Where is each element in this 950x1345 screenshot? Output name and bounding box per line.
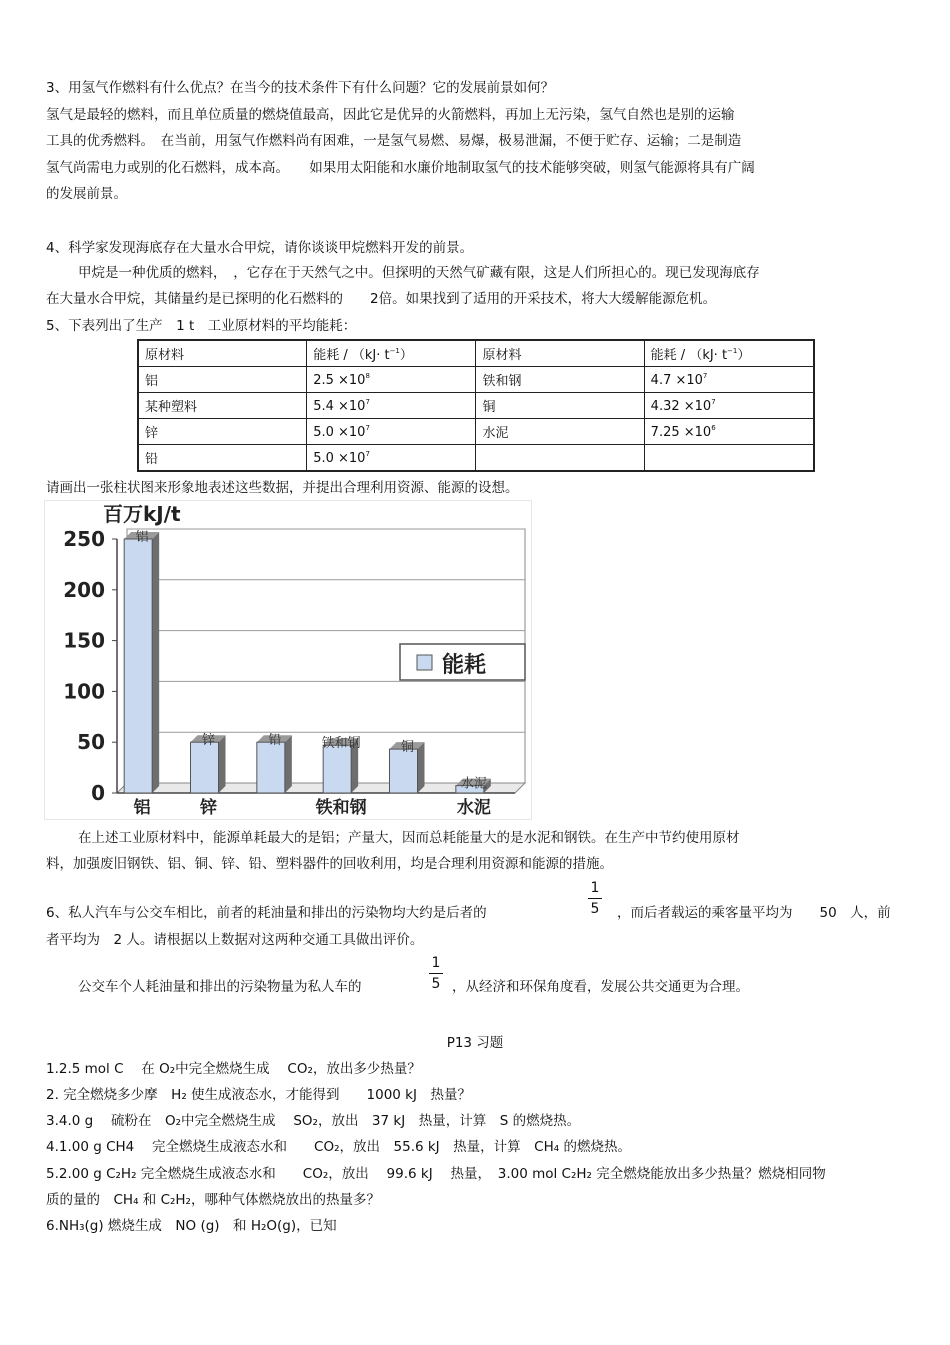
y-tick-label: 250 bbox=[63, 527, 105, 551]
bar-data-label: 铁和钢 bbox=[321, 736, 361, 752]
energy-table bbox=[137, 339, 815, 472]
table-cell: $4.32 \times 10^7$ bbox=[644, 393, 814, 419]
q5-answer-line-2: 料，加强废旧钢铁、铝、铜、锌、铅、塑料器件的回收利用，均是合理利用资源和能源的措施。 bbox=[46, 856, 613, 872]
fraction-numerator: 1 bbox=[590, 880, 600, 896]
p13-item-5: 5.2.00 g C₂H₂ 完全燃烧生成液态水和 CO₂，放出 99.6 kJ 热量， 3.00 mol C₂H₂ 完全燃烧能放出多少热量？燃烧相同物 bbox=[46, 1166, 826, 1182]
q6-question-line-2: 者平均为 2 人。请根据以上数据对这两种交通工具做出评价。 bbox=[46, 932, 424, 948]
table-cell: 铜 bbox=[476, 393, 644, 419]
bar bbox=[390, 749, 418, 793]
table-row bbox=[138, 367, 814, 393]
q4-question: 4、科学家发现海底存在大量水合甲烷，请你谈谈甲烷燃料开发的前景。 bbox=[46, 240, 474, 256]
q3-answer-line-2: 工具的优秀燃料。 在当前，用氢气作燃料尚有困难，一是氢气易燃、易爆，极易泄漏，不便于贮存、运输；二是制造 bbox=[46, 133, 742, 149]
y-tick-label: 150 bbox=[63, 628, 105, 653]
table-header-cell: 原材料 bbox=[476, 340, 644, 367]
table-cell: $5.0 \times 10^7$ bbox=[307, 445, 476, 472]
y-tick-label: 200 bbox=[63, 577, 105, 602]
q6-question-line-1a: 6、私人汽车与公交车相比，前者的耗油量和排出的污染物均大约是后者的 bbox=[46, 905, 487, 921]
bar-side bbox=[418, 742, 425, 793]
p13-title: P13 习题 bbox=[446, 1035, 504, 1051]
q6-answer-a: 公交车个人耗油量和排出的污染物量为私人车的 bbox=[78, 979, 362, 995]
bar bbox=[323, 745, 351, 793]
q3-answer-line-1: 氢气是最轻的燃料，而且单位质量的燃烧值最高，因此它是优异的火箭燃料，再加上无污染，氢气自然也是别的运输 bbox=[46, 107, 735, 123]
fraction-denominator: 5 bbox=[590, 901, 600, 917]
table-cell: 铅 bbox=[138, 445, 307, 472]
table-cell: $2.5 \times 10^8$ bbox=[307, 367, 476, 393]
x-tick-label: 锌 bbox=[200, 798, 217, 818]
q3-question: 3、用氢气作燃料有什么优点？在当今的技术条件下有什么问题？它的发展前景如何？ bbox=[46, 80, 555, 96]
p13-item-1: 1.2.5 mol C 在 O₂中完全燃烧生成 CO₂，放出多少热量？ bbox=[46, 1061, 421, 1077]
p13-item-6: 6.NH₃(g) 燃烧生成 NO (g) 和 H₂O(g)，已知 bbox=[46, 1218, 337, 1234]
bar-data-label: 铜 bbox=[400, 740, 415, 756]
table-cell: 某种塑料 bbox=[138, 393, 307, 419]
table-header-cell: 原材料 bbox=[138, 340, 307, 367]
table-cell: $5.0 \times 10^7$ bbox=[307, 419, 476, 445]
chart-svg bbox=[45, 501, 531, 819]
q5-chart-prompt: 请画出一张柱状图来形象地表述这些数据，并提出合理利用资源、能源的设想。 bbox=[46, 480, 519, 496]
p13-item-5-cont: 质的量的 CH₄ 和 C₂H₂，哪种气体燃烧放出的热量多？ bbox=[46, 1192, 380, 1208]
bar-side bbox=[152, 532, 159, 793]
table-cell: $5.4 \times 10^7$ bbox=[307, 393, 476, 419]
bar-side bbox=[285, 735, 292, 793]
fraction-numerator: 1 bbox=[431, 955, 441, 971]
table-header-cell: 能耗 / $(kJ\cdot t^{-1})$ bbox=[307, 340, 476, 367]
table-header-row bbox=[138, 340, 814, 367]
fraction-denominator: 5 bbox=[431, 976, 441, 992]
bar bbox=[124, 539, 152, 793]
fraction-bar bbox=[588, 898, 602, 899]
bar-data-label: 水泥 bbox=[460, 776, 487, 792]
p13-item-2: 2. 完全燃烧多少摩 H₂ 使生成液态水，才能得到 1000 kJ 热量？ bbox=[46, 1087, 471, 1103]
legend-label: 能耗 bbox=[442, 653, 487, 678]
table-cell: 锌 bbox=[138, 419, 307, 445]
bar-data-label: 铅 bbox=[268, 733, 282, 749]
q4-answer-line-1: 甲烷是一种优质的燃料， ，它存在于天然气之中。但探明的天然气矿藏有限，这是人们所担心的。现已发现海底存 bbox=[78, 265, 760, 281]
x-tick-label: 铝 bbox=[133, 798, 151, 818]
table-cell: 水泥 bbox=[476, 419, 644, 445]
q6-fraction bbox=[588, 880, 602, 917]
energy-bar-chart bbox=[44, 500, 532, 820]
x-tick-label: 铁和钢 bbox=[315, 798, 367, 818]
table-cell bbox=[644, 445, 814, 472]
bar-side bbox=[219, 735, 226, 793]
y-tick-label: 50 bbox=[77, 730, 105, 755]
bar-data-label: 铝 bbox=[135, 530, 149, 545]
bar bbox=[191, 742, 219, 793]
table-cell bbox=[476, 445, 644, 472]
table-row bbox=[138, 419, 814, 445]
p13-item-3: 3.4.0 g 硫粉在 O₂中完全燃烧生成 SO₂，放出 37 kJ 热量，计算 S 的燃烧热。 bbox=[46, 1113, 581, 1129]
q6-answer-b: ，从经济和环保角度看，发展公共交通更为合理。 bbox=[452, 979, 749, 995]
table-row bbox=[138, 445, 814, 472]
q5-question: 5、下表列出了生产 1 t 工业原材料的平均能耗： bbox=[46, 318, 357, 334]
x-tick-label: 水泥 bbox=[456, 798, 491, 818]
q6-question-line-1b: ，而后者载运的乘客量平均为 50 人，前 bbox=[617, 905, 891, 921]
table-header-cell: 能耗 / $(kJ\cdot t^{-1})$ bbox=[644, 340, 814, 367]
table-row bbox=[138, 393, 814, 419]
y-axis-label: 百万kJ/t bbox=[103, 502, 181, 526]
table-cell: 铝 bbox=[138, 367, 307, 393]
q3-answer-line-3: 氢气尚需电力或别的化石燃料，成本高。 如果用太阳能和水廉价地制取氢气的技术能够突破，则氢气能源将具有广阔 bbox=[46, 160, 755, 176]
y-tick-label: 0 bbox=[91, 781, 105, 805]
q6-answer-fraction bbox=[429, 955, 443, 992]
y-tick-label: 100 bbox=[63, 679, 105, 704]
table-cell: $7.25 \times 10^6$ bbox=[644, 419, 814, 445]
bar-data-label: 锌 bbox=[201, 733, 216, 749]
legend-swatch bbox=[417, 655, 432, 670]
q3-answer-line-4: 的发展前景。 bbox=[46, 186, 127, 202]
p13-item-4: 4.1.00 g CH4 完全燃烧生成液态水和 CO₂，放出 55.6 kJ 热量，计算 CH₄ 的燃烧热。 bbox=[46, 1139, 631, 1155]
table-cell: $4.7 \times 10^7$ bbox=[644, 367, 814, 393]
q4-answer-line-2: 在大量水合甲烷，其储量约是已探明的化石燃料的 2倍。如果找到了适用的开采技术，将大大缓解能源危机。 bbox=[46, 291, 717, 307]
table-cell: 铁和钢 bbox=[476, 367, 644, 393]
q5-answer-line-1: 在上述工业原材料中，能源单耗最大的是铝；产量大，因而总耗能量大的是水泥和钢铁。在生产中节约使用原材 bbox=[78, 830, 740, 846]
bar bbox=[257, 742, 285, 793]
fraction-bar bbox=[429, 973, 443, 974]
